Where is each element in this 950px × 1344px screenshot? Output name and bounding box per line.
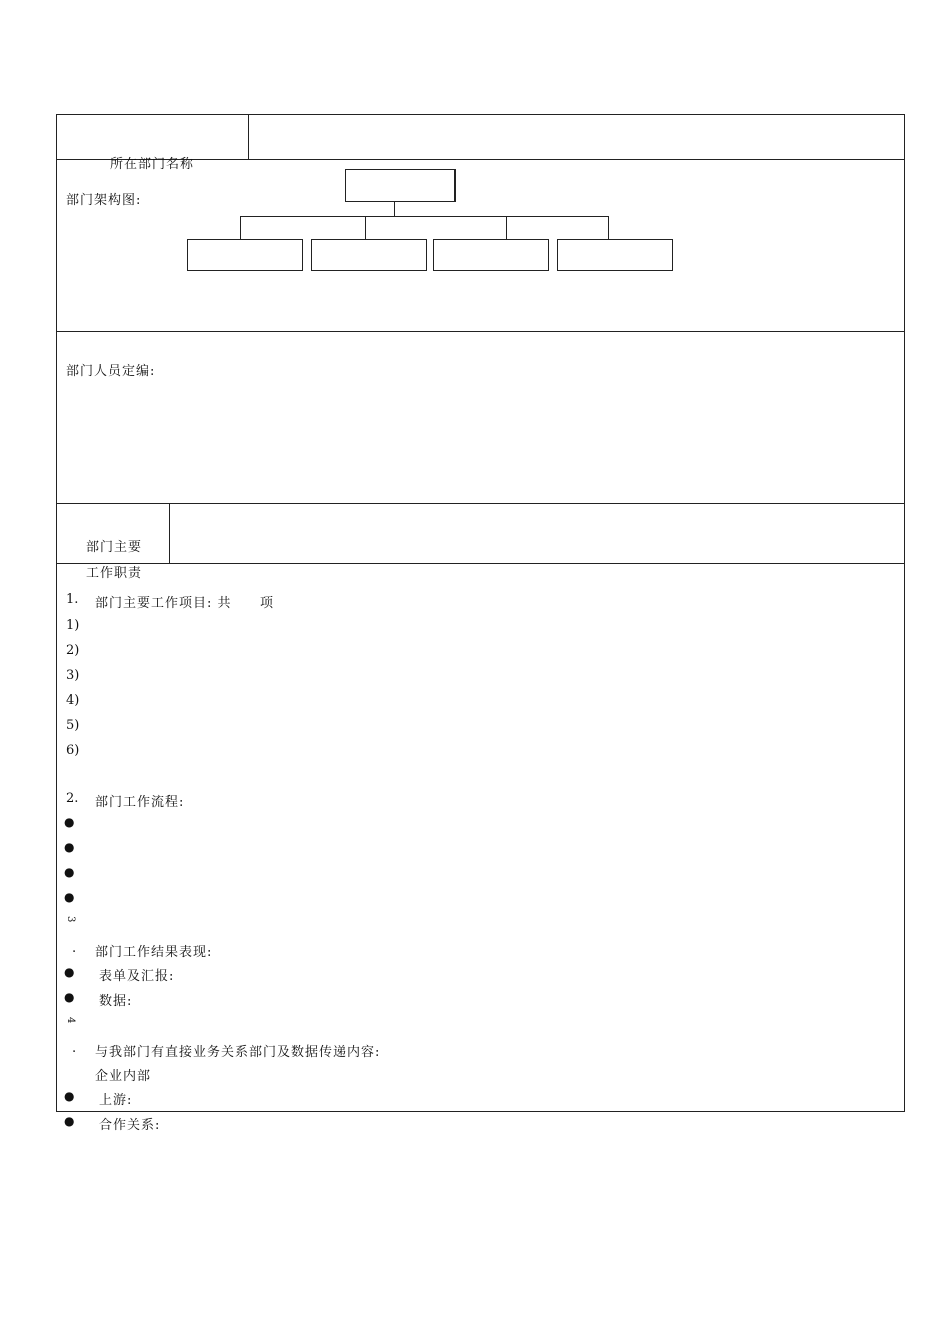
section1-unit: 项 (260, 596, 275, 611)
section3-item: 数据: (99, 994, 133, 1009)
org-chart-connector-drop-2 (365, 216, 366, 240)
row-divider-4 (56, 563, 905, 564)
section4-title: 与我部门有直接业务关系部门及数据传递内容: (95, 1045, 381, 1060)
section1-item: 5) (66, 718, 80, 733)
bullet-icon: ● (64, 1114, 75, 1128)
section1-number: 1. (66, 592, 79, 607)
dept-name-label: 所在部门名称 (110, 157, 195, 172)
org-chart-connector-horizontal (240, 216, 609, 217)
header-col-divider (248, 114, 249, 159)
section1-item: 3) (66, 668, 80, 683)
table-top-border (56, 114, 905, 115)
table-bottom-border (56, 1111, 905, 1112)
org-chart-child-box-3 (433, 239, 549, 271)
org-chart-label: 部门架构图: (66, 193, 142, 208)
row-divider-3 (56, 503, 905, 504)
org-chart-child-box-2 (311, 239, 427, 271)
org-chart-top-box (345, 169, 456, 202)
section3-number: 3 (65, 916, 76, 923)
org-chart-connector-vertical (394, 202, 395, 217)
section1-item: 1) (66, 618, 80, 633)
section1-title: 部门主要工作项目: 共 (95, 596, 232, 611)
section1-item: 2) (66, 643, 80, 658)
staffing-label: 部门人员定编: (66, 364, 156, 379)
table-right-border (904, 114, 905, 1112)
bullet-icon: ● (64, 890, 75, 904)
section2-number: 2. (66, 791, 79, 806)
section3-title: 部门工作结果表现: (95, 945, 213, 960)
bullet-icon: ● (64, 1089, 75, 1103)
duties-col-divider (169, 503, 170, 563)
section4-item: 合作关系: (99, 1118, 161, 1133)
section4-subheading: 企业内部 (95, 1069, 152, 1084)
bullet-icon: ● (64, 865, 75, 879)
org-chart-child-box-1 (187, 239, 303, 271)
bullet-icon: ● (64, 815, 75, 829)
duties-value-cell[interactable] (171, 505, 902, 562)
row-divider-2 (56, 331, 905, 332)
section4-number: 4 (65, 1017, 76, 1024)
org-chart-connector-drop-3 (506, 216, 507, 240)
bullet-icon: ● (64, 990, 75, 1004)
duties-label-line2: 工作职责 (86, 566, 143, 581)
section1-item: 4) (66, 693, 80, 708)
section3-item: 表单及汇报: (99, 969, 175, 984)
bullet-icon: ● (64, 965, 75, 979)
bullet-icon: ● (64, 840, 75, 854)
duties-label-line1: 部门主要 (86, 540, 143, 555)
section3-dot: . (72, 941, 77, 956)
org-chart-child-box-4 (557, 239, 673, 271)
section1-item: 6) (66, 743, 80, 758)
org-chart-connector-drop-1 (240, 216, 241, 240)
section4-item: 上游: (99, 1093, 133, 1108)
org-chart-connector-drop-4 (608, 216, 609, 240)
dept-name-value-cell[interactable] (250, 116, 902, 158)
section4-dot: . (72, 1041, 77, 1056)
section2-title: 部门工作流程: (95, 795, 185, 810)
table-left-border (56, 114, 57, 1112)
